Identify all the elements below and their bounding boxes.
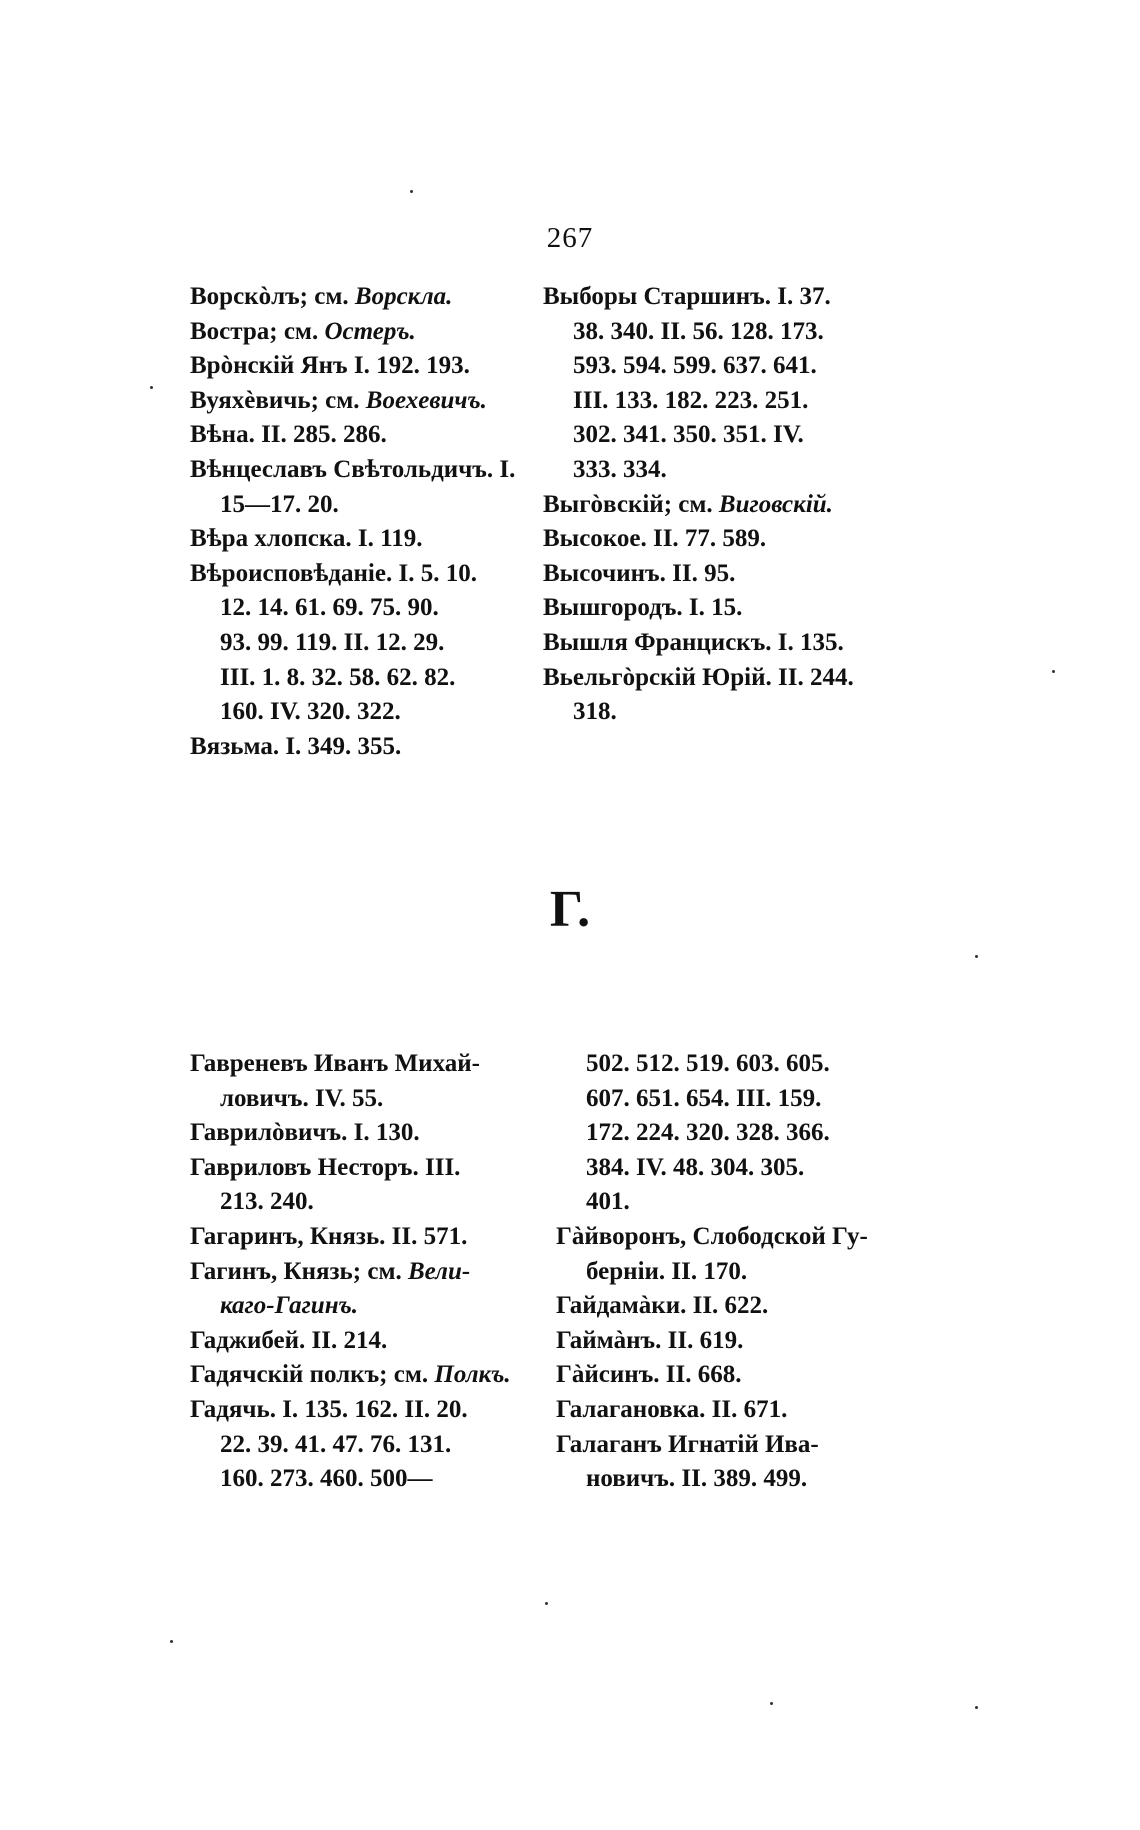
index-entry-text: новичъ. II. 389. 499. <box>586 1465 808 1493</box>
index-entry-text: Вышгородъ. I. 15. <box>543 594 743 622</box>
index-entry-text: Вышля Францискъ. I. 135. <box>543 628 844 656</box>
index-entry-text: 93. 99. 119. II. 12. 29. <box>220 628 445 656</box>
index-entry-text: 15—17. 20. <box>220 490 339 518</box>
index-entry-line <box>190 280 515 315</box>
index-entry-line <box>556 1358 868 1393</box>
index-entry-line <box>543 418 854 453</box>
index-entry-line <box>190 1151 511 1186</box>
index-entry-text: Гавриловъ Несторъ. III. <box>190 1153 461 1181</box>
index-entry-text: 160. 273. 460. 500— <box>220 1465 433 1493</box>
index-entry-line <box>543 315 854 350</box>
index-entry-line <box>556 1185 868 1220</box>
index-entry-line <box>190 661 515 696</box>
index-entry-text: берніи. II. 170. <box>586 1257 748 1285</box>
index-entry-line <box>190 1289 511 1324</box>
index-entry-line <box>543 280 854 315</box>
index-entry-line <box>543 349 854 384</box>
index-entry-text: Вѣна. II. 285. 286. <box>190 421 387 449</box>
index-entry-line <box>190 1185 511 1220</box>
index-entry-text: Выборы Старшинъ. I. 37. <box>543 283 831 310</box>
index-entry-text: 172. 224. 320. 328. 366. <box>586 1119 830 1147</box>
index-entry-line <box>190 626 515 661</box>
page-number: 267 <box>546 222 594 254</box>
print-speck <box>1052 670 1055 673</box>
index-entry-line <box>543 626 854 661</box>
index-entry-line <box>190 522 515 557</box>
index-column-left-1 <box>190 280 515 764</box>
index-entry-text: Вѣра хлопска. I. 119. <box>190 525 423 553</box>
index-entry-line <box>190 1220 511 1255</box>
index-entry-text: 213. 240. <box>220 1188 314 1216</box>
index-entry-line <box>543 661 854 696</box>
print-speck <box>975 1706 978 1709</box>
index-entry-text: Вьельгòрскій Юрій. II. 244. <box>543 663 854 691</box>
index-column-right-1 <box>543 280 854 730</box>
index-entry-text: 318. <box>573 698 617 726</box>
index-entry-text: 502. 512. 519. 603. 605. <box>586 1050 830 1077</box>
index-entry-text: Гагаринъ, Князь. II. 571. <box>190 1222 468 1250</box>
print-speck <box>770 1702 773 1705</box>
index-entry-line <box>543 488 854 523</box>
index-entry-line <box>190 315 515 350</box>
index-entry-line <box>556 1151 868 1186</box>
index-entry-text: Гàйворонъ, Слободской Гу- <box>556 1222 868 1250</box>
index-entry-line <box>190 1462 511 1497</box>
index-entry-reference: Воехевичъ. <box>365 386 487 414</box>
index-entry-line <box>190 1116 511 1151</box>
index-entry-text: Гадячскій полкъ; см. <box>190 1361 435 1389</box>
index-entry-text: 302. 341. 350. 351. IV. <box>573 421 804 449</box>
index-entry-text: Ворскòлъ; см. <box>190 283 355 310</box>
index-entry-text: 38. 340. II. 56. 128. 173. <box>573 317 824 345</box>
index-entry-line <box>190 384 515 419</box>
index-entry-line <box>556 1324 868 1359</box>
index-entry-line <box>190 557 515 592</box>
index-entry-text: III. 1. 8. 32. 58. 62. 82. <box>220 663 456 691</box>
index-column-left-2 <box>190 1047 511 1497</box>
index-entry-reference: Остеръ. <box>324 317 416 345</box>
index-entry-line <box>190 488 515 523</box>
index-entry-line <box>190 1358 511 1393</box>
index-entry-text: 160. IV. 320. 322. <box>220 698 401 726</box>
section-heading-letter: Г. <box>549 881 591 938</box>
index-entry-line <box>190 1255 511 1290</box>
index-entry-text: 12. 14. 61. 69. 75. 90. <box>220 594 439 622</box>
index-entry-text: Высочинъ. II. 95. <box>543 559 736 587</box>
print-speck <box>170 1640 173 1643</box>
index-entry-text: Высокое. II. 77. 589. <box>543 525 767 553</box>
index-entry-line <box>190 349 515 384</box>
index-entry-text: 333. 334. <box>573 455 667 483</box>
index-entry-text: Вѣнцеславъ Свѣтольдичъ. I. <box>190 455 516 483</box>
index-entry-text: Гавреневъ Иванъ Михай- <box>190 1050 480 1077</box>
index-entry-line <box>190 418 515 453</box>
index-entry-line <box>543 695 854 730</box>
index-entry-text: Гадячь. I. 135. 162. II. 20. <box>190 1395 468 1423</box>
index-entry-text: Выгòвскій; см. <box>543 490 719 518</box>
index-entry-text: Гайдамàки. II. 622. <box>556 1292 769 1320</box>
index-entry-line <box>190 1324 511 1359</box>
index-entry-text: Вѣроисповѣданіе. I. 5. 10. <box>190 559 477 587</box>
index-entry-text: Галагановка. II. 671. <box>556 1395 788 1423</box>
index-entry-line <box>543 557 854 592</box>
index-entry-text: Востра; см. <box>190 317 325 345</box>
index-entry-line <box>190 695 515 730</box>
index-entry-line <box>556 1462 868 1497</box>
print-speck <box>410 190 413 193</box>
index-entry-text: Вязьма. I. 349. 355. <box>190 732 402 760</box>
index-entry-line <box>190 591 515 626</box>
index-entry-line <box>556 1428 868 1463</box>
index-entry-text: Гаймàнъ. II. 619. <box>556 1326 744 1354</box>
index-entry-text: Гагинъ, Князь; см. <box>190 1257 408 1285</box>
index-entry-line <box>543 384 854 419</box>
index-entry-reference: Виговскій. <box>718 490 833 518</box>
index-entry-text: 22. 39. 41. 47. 76. 131. <box>220 1430 452 1458</box>
index-entry-line <box>543 522 854 557</box>
index-entry-reference: каго-Гагинъ. <box>220 1292 359 1320</box>
index-entry-line <box>556 1047 868 1082</box>
index-entry-line <box>556 1116 868 1151</box>
print-speck <box>545 1602 548 1605</box>
index-entry-text: Гаджибей. II. 214. <box>190 1326 388 1354</box>
index-entry-line <box>190 1428 511 1463</box>
index-entry-text: III. 133. 182. 223. 251. <box>573 386 809 414</box>
index-column-right-2 <box>556 1047 868 1497</box>
index-entry-line <box>543 591 854 626</box>
index-entry-text: 401. <box>586 1188 630 1216</box>
print-speck <box>975 955 978 958</box>
index-entry-text: 384. IV. 48. 304. 305. <box>586 1153 805 1181</box>
index-entry-reference: Полкъ. <box>434 1361 511 1389</box>
index-entry-reference: Вели- <box>407 1257 471 1285</box>
index-entry-line <box>556 1289 868 1324</box>
index-entry-text: Вуяхèвичь; см. <box>190 386 366 414</box>
index-entry-line <box>556 1393 868 1428</box>
print-speck <box>150 386 153 389</box>
index-entry-line <box>556 1255 868 1290</box>
index-entry-reference: Ворскла. <box>354 283 453 310</box>
index-entry-line <box>556 1220 868 1255</box>
index-entry-line <box>190 1047 511 1082</box>
index-entry-text: Гàйсинъ. II. 668. <box>556 1361 742 1389</box>
index-entry-line <box>190 1082 511 1117</box>
index-entry-text: 607. 651. 654. III. 159. <box>586 1084 822 1112</box>
index-entry-text: ловичъ. IV. 55. <box>220 1084 384 1112</box>
index-entry-line <box>190 453 515 488</box>
index-entry-text: Гаврилòвичъ. I. 130. <box>190 1119 420 1147</box>
index-entry-text: Галаганъ Игнатій Ива- <box>556 1430 819 1458</box>
index-entry-text: Врòнскій Янъ I. 192. 193. <box>190 352 470 380</box>
index-entry-line <box>543 453 854 488</box>
index-entry-line <box>556 1082 868 1117</box>
index-entry-text: 593. 594. 599. 637. 641. <box>573 352 817 380</box>
index-entry-line <box>190 1393 511 1428</box>
index-entry-line <box>190 730 515 765</box>
